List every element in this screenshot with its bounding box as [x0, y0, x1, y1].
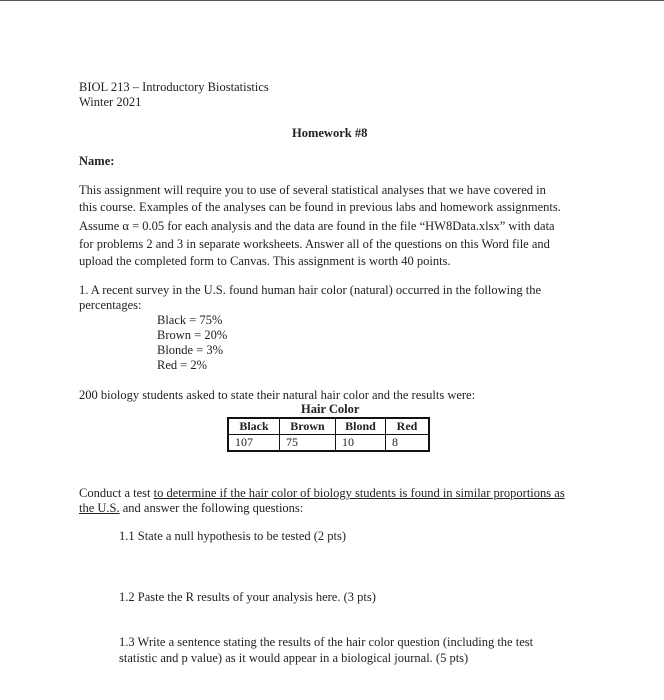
question-1-line-1: 1. A recent survey in the U.S. found human hair color (natural) occurred in the following the: [79, 283, 542, 297]
conduct-underlined-us: the U.S.: [79, 501, 120, 515]
table-header-row: [228, 418, 429, 435]
subquestion-1-2: 1.2 Paste the R results of your analysis here. (3 pts): [119, 590, 376, 604]
hair-color-table: [227, 417, 430, 452]
conduct-line-1: [79, 486, 565, 501]
table-title: Hair Color: [301, 402, 360, 416]
percentage-blonde: Blonde = 3%: [157, 343, 224, 357]
course-title: BIOL 213 – Introductory Biostatistics: [79, 80, 269, 94]
table-header-cell: Brown: [280, 418, 336, 435]
intro-line-3: Assume α = 0.05 for each analysis and the data are found in the file “HW8Data.xlsx” with data: [79, 219, 555, 233]
table-row: [228, 435, 429, 452]
intro-line-5: upload the completed form to Canvas. This assignment is worth 40 points.: [79, 254, 451, 268]
subquestion-1-1: 1.1 State a null hypothesis to be tested (2 pts): [119, 529, 347, 543]
term: Winter 2021: [79, 95, 142, 109]
intro-line-1: This assignment will require you to use of several statistical analyses that we have covered in: [79, 183, 546, 197]
conduct-text: Conduct a test: [79, 486, 154, 500]
table-cell: 107: [228, 435, 280, 452]
subquestion-1-3-line-2: statistic and p value) as it would appear in a biological journal. (5 pts): [119, 651, 469, 665]
conduct-line-2: [79, 501, 303, 516]
table-header-cell: Red: [386, 418, 430, 435]
percentage-red: Red = 2%: [157, 358, 208, 372]
name-label: Name:: [79, 154, 115, 168]
intro-line-2: this course. Examples of the analyses can be found in previous labs and homework assignments.: [79, 200, 561, 214]
question-1-line-2: percentages:: [79, 298, 142, 312]
table-header-cell: Black: [228, 418, 280, 435]
conduct-underlined-text: to determine if the hair color of biology students is found in similar proportions as: [153, 486, 565, 500]
subquestion-1-3-line-1: 1.3 Write a sentence stating the results of the hair color question (including the test: [119, 635, 534, 649]
percentage-black: Black = 75%: [157, 313, 223, 327]
intro-line-4: for problems 2 and 3 in separate worksheets. Answer all of the questions on this Word file and: [79, 237, 550, 251]
percentage-brown: Brown = 20%: [157, 328, 228, 342]
students-sentence: 200 biology students asked to state their natural hair color and the results were:: [79, 388, 476, 402]
homework-title: Homework #8: [292, 126, 368, 140]
table-cell: 10: [336, 435, 386, 452]
table-cell: 8: [386, 435, 430, 452]
table-header-cell: Blond: [336, 418, 386, 435]
table-cell: 75: [280, 435, 336, 452]
conduct-text-end: and answer the following questions:: [119, 501, 304, 515]
